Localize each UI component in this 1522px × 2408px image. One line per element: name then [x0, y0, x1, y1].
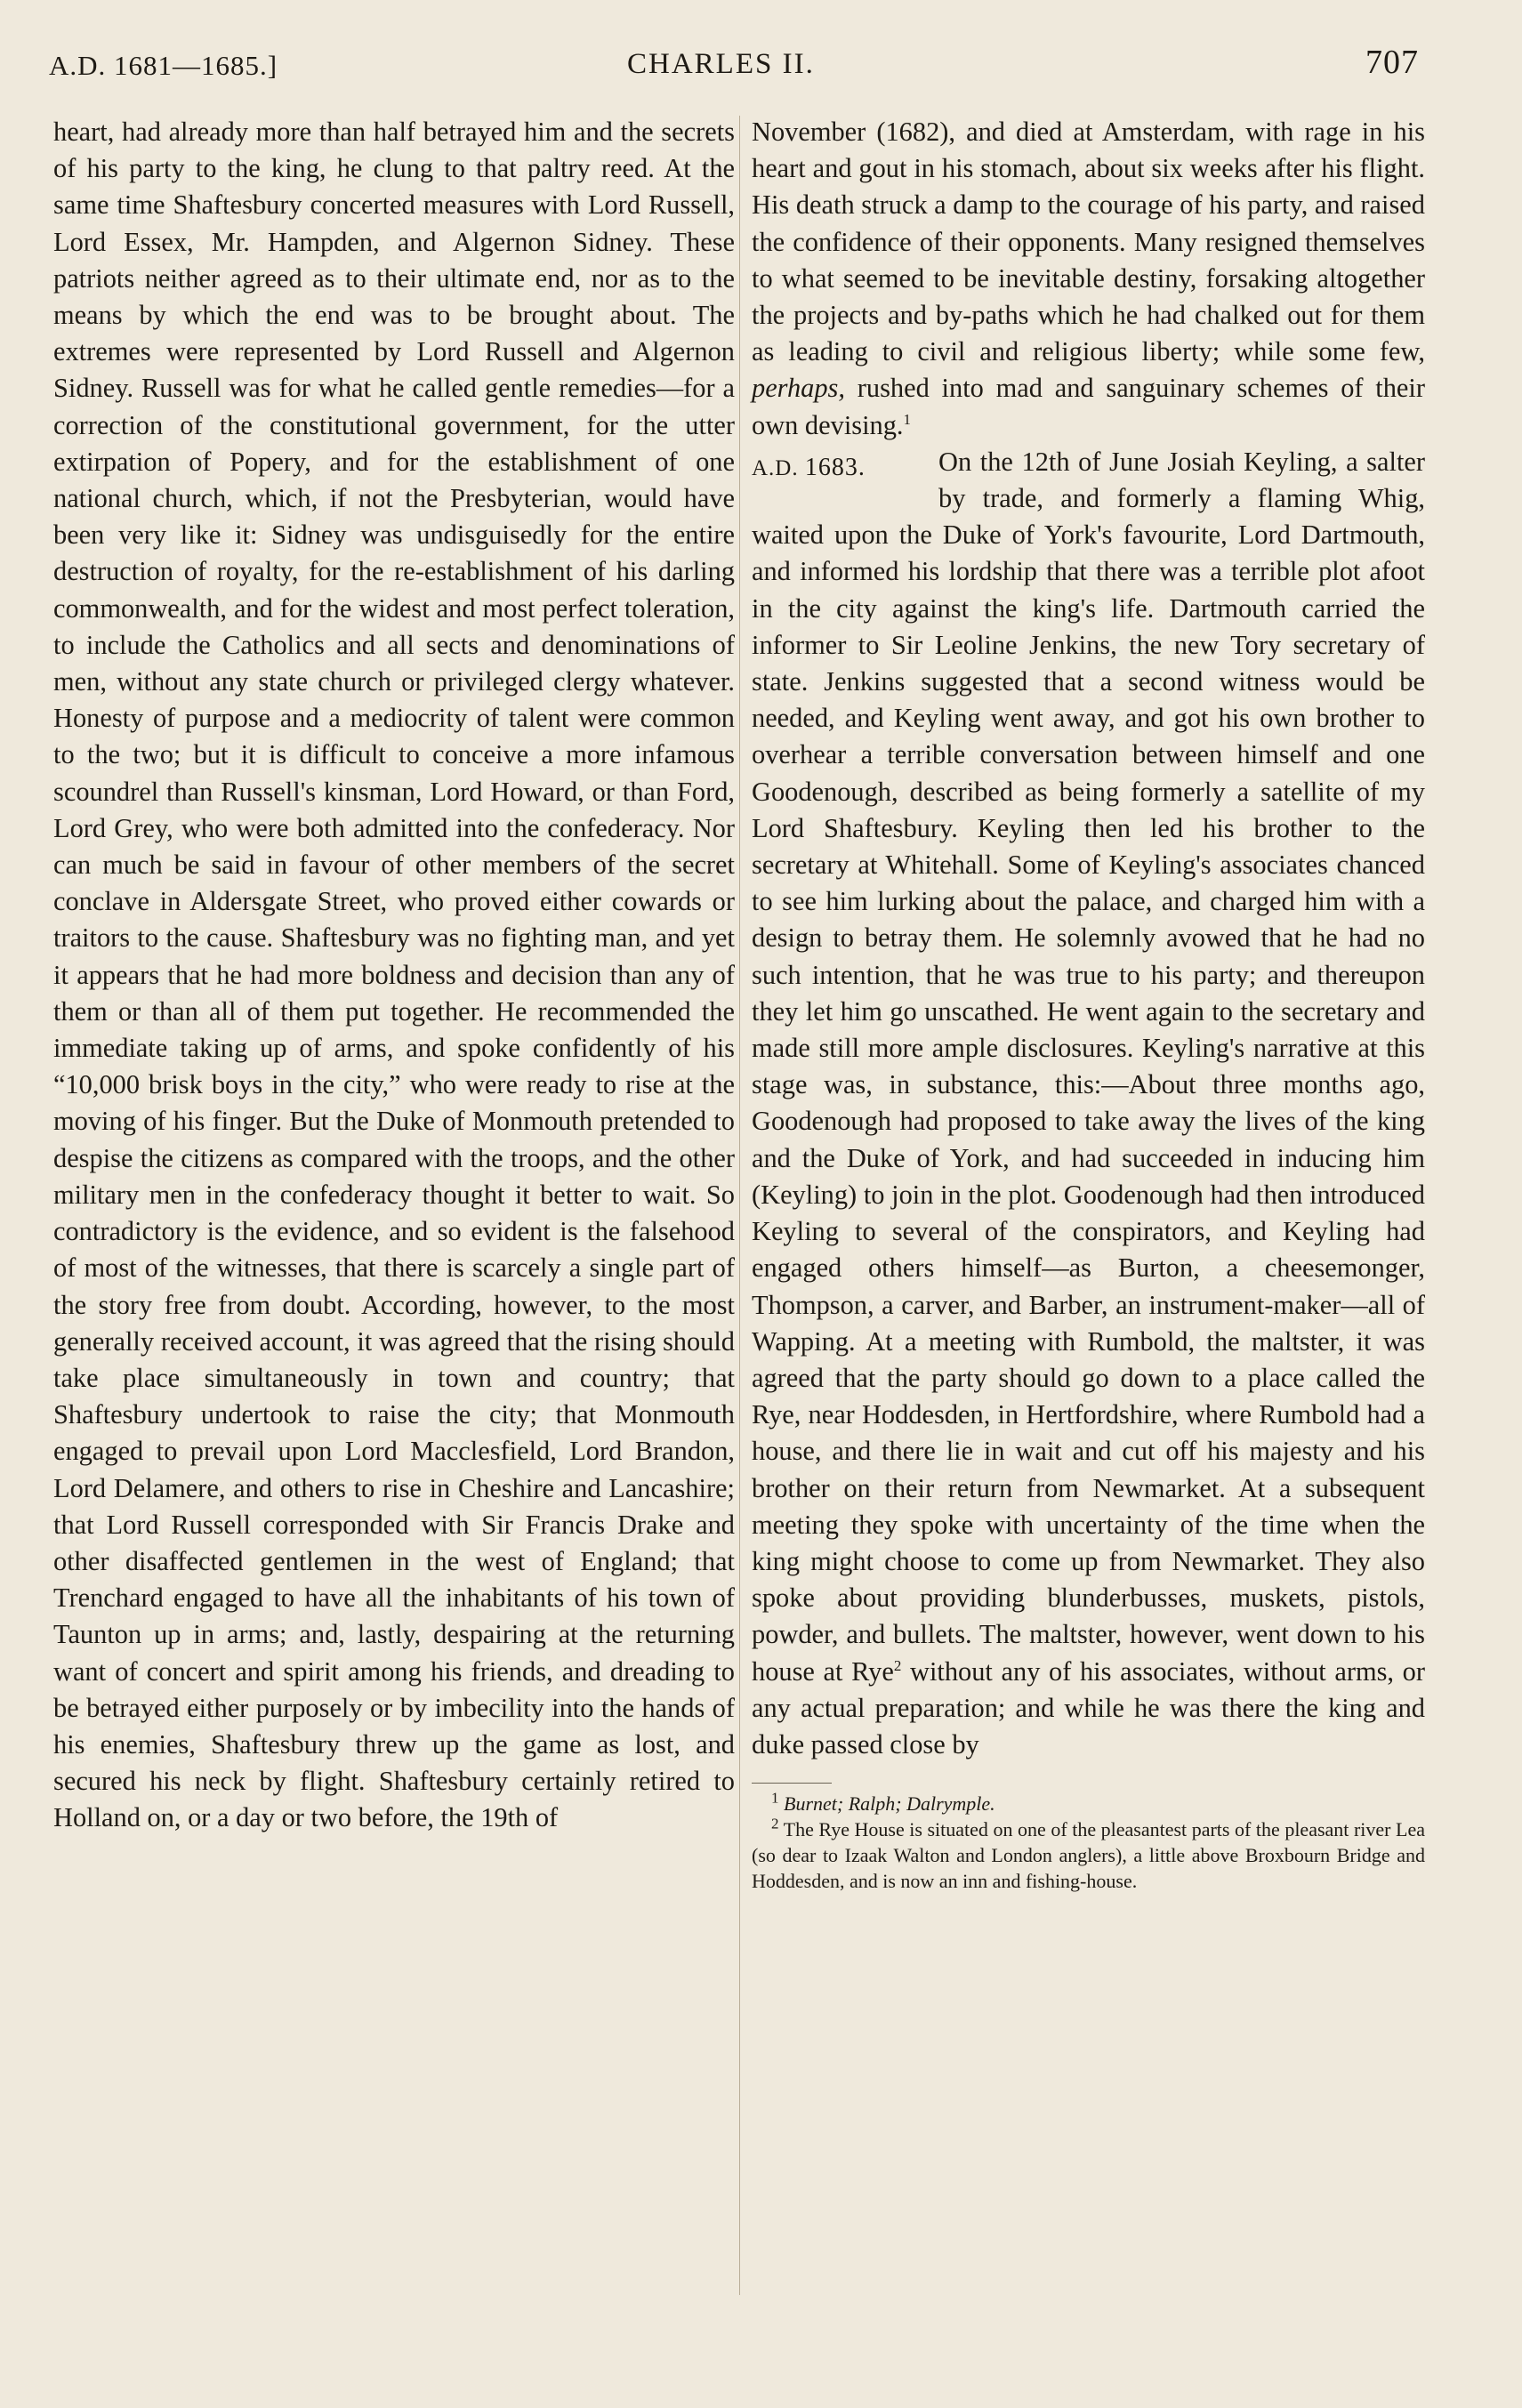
footnotes [752, 1791, 1425, 1894]
paragraph-shaftesbury-death [752, 114, 1425, 444]
footnote-2-text: The Rye House is situated on one of the pleasantest parts of the pleasant river Lea (so dear to Izaak Walton and London anglers), a little above Broxbourn Bridge and Hoddesden, and is now an inn and fishing-house. [752, 1818, 1425, 1893]
footnote-1 [752, 1791, 1425, 1816]
para2-text-b: without any of his associates, without arms, or any actual preparation; and while he was there the king and duke passed close by [752, 1655, 1425, 1760]
para1-emphasis: perhaps, [752, 373, 845, 404]
footnote-2 [752, 1816, 1425, 1894]
para2-text-a: On the 12th of June Josiah Keyling, a salter by trade, and formerly a flaming Whig, waited upon the Duke of York's favourite, Lord Dartmouth, and informed his lordship that there was a terrible plot afoot in the city against the king's life. Dartmouth carried the informer to Sir Leoline Jenkins, the new Tory secretary of state. Jenkins suggested that a second witness would be needed, and Keyling went away, and got his own brother to overhear a terrible conversation between himself and one Goodenough, described as being formerly a satellite of my Lord Shaftesbury. Keyling then led his brother to the secretary at Whitehall. Some of Keyling's associates chanced to see him lurking about the palace, and charged him with a design to betray them. He solemnly avowed that he had no such intention, that he was true to his party; and thereupon they let him go unscathed. He went again to the secretary and made still more ample disclosures. Keyling's narrative at this stage was, in substance, this:—About three months ago, Goodenough had proposed to take away the lives of the king and the Duke of York, and had succeeded in inducing him (Keyling) to join in the plot. Goodenough had then introduced Keyling to several of the conspirators, and Keyling had engaged others himself—as Burton, a cheesemonger, Thompson, a carver, and Barber, an instrument-maker—all of Wapping. At a meeting with Rumbold, the maltster, it was agreed that the party should go down to a place called the Rye, near Hoddesden, in Hertfordshire, where Rumbold had a house, and there lie in wait and cut off his majesty and his brother on their return from Newmarket. At a subsequent meeting they spoke with uncertainty of the time when the king might choose to come up from Newmarket. They also spoke about providing blunderbusses, muskets, pistols, powder, and bullets. The maltster, however, went down to his house at Rye [752, 446, 1425, 1687]
page-number: 707 [1365, 44, 1419, 81]
running-header [49, 43, 1419, 96]
footnote-mark-1: 1 [771, 1789, 779, 1807]
left-column [53, 114, 735, 1837]
column-divider [739, 116, 740, 2295]
footnote-mark-2: 2 [771, 1815, 779, 1832]
para1-text-a: November (1682), and died at Amsterdam, with rage in his heart and gout in his stomach, about six weeks after his flight. His death struck a damp to the courage of his party, and raised the confidence of their opponents. Many resigned themselves to what seemed to be inevitable destiny, forsaking altogether the projects and by-paths which he had chalked out for them as leading to civil and religious liberty; while some few, [752, 117, 1425, 367]
header-date-range: A.D. 1681—1685.] [49, 50, 278, 81]
right-column [752, 114, 1425, 1894]
para1-text-b: rushed into mad and sanguinary schemes of their own devising. [752, 373, 1425, 440]
footnote-1-text: Burnet; Ralph; Dalrymple. [784, 1792, 995, 1816]
paragraph-rye-house-plot [752, 444, 1425, 1763]
footnote-rule [752, 1783, 832, 1784]
header-title: CHARLES II. [627, 48, 815, 80]
sidenote-prefix: A.D. [752, 455, 799, 480]
left-column-text: heart, had already more than half betrayed him and the secrets of his party to the king, he clung to that paltry reed. At the same time Shaftesbury concerted measures with Lord Russell, Lord Essex, Mr. Hampden, and Algernon Sidney. These patriots neither agreed as to their ultimate end, nor as to the means by which the end was to be brought about. The extremes were represented by Lord Russell and Algernon Sidney. Russell was for what he called gentle remedies—for a correction of the constitutional government, for the utter extirpation of Popery, and for the establishment of one national church, which, if not the Presbyterian, would have been very like it: Sidney was undisguisedly for the entire destruction of royalty, for the re-establishment of his darling commonwealth, and for the widest and most perfect toleration, to include the Catholics and all sects and denominations of men, without any state church or privileged clergy whatever. Honesty of purpose and a mediocrity of talent were common to the two; but it is difficult to conceive a more infamous scoundrel than Russell's kinsman, Lord Howard, or than Ford, Lord Grey, who were both admitted into the confederacy. Nor can much be said in favour of other members of the secret conclave in Aldersgate Street, who proved either cowards or traitors to the cause. Shaftesbury was no fighting man, and yet it appears that he had more boldness and decision than any of them or than all of them put together. He recommended the immediate taking up of arms, and spoke confidently of his “10,000 brisk boys in the city,” who were ready to rise at the moving of his finger. But the Duke of Monmouth pretended to despise the citizens as compared with the troops, and the other military men in the confederacy thought it better to wait. So contradictory is the evidence, and so evident is the falsehood of most of the witnesses, that there is scarcely a single part of the story free from doubt. According, however, to the most generally received account, it was agreed that the rising should take place simultaneously in town and country; that Shaftesbury undertook to raise the city; that Monmouth engaged to prevail upon Lord Macclesfield, Lord Brandon, Lord Delamere, and others to rise in Cheshire and Lancashire; that Lord Russell corresponded with Sir Francis Drake and other disaffected gentlemen in the west of England; that Trenchard engaged to have all the inhabitants of his town of Taunton up in arms; and, lastly, despairing at the returning want of concert and spirit among his friends, and dreading to be betrayed either purposely or by imbecility into the hands of his enemies, Shaftesbury threw up the game as lost, and secured his neck by flight. Shaftesbury certainly retired to Holland on, or a day or two before, the 19th of [53, 117, 735, 1833]
sidenote-year: 1683. [804, 453, 866, 481]
footnote-ref-1[interactable]: 1 [903, 410, 912, 428]
margin-year-note [752, 444, 938, 482]
footnote-ref-2[interactable]: 2 [893, 1656, 902, 1674]
